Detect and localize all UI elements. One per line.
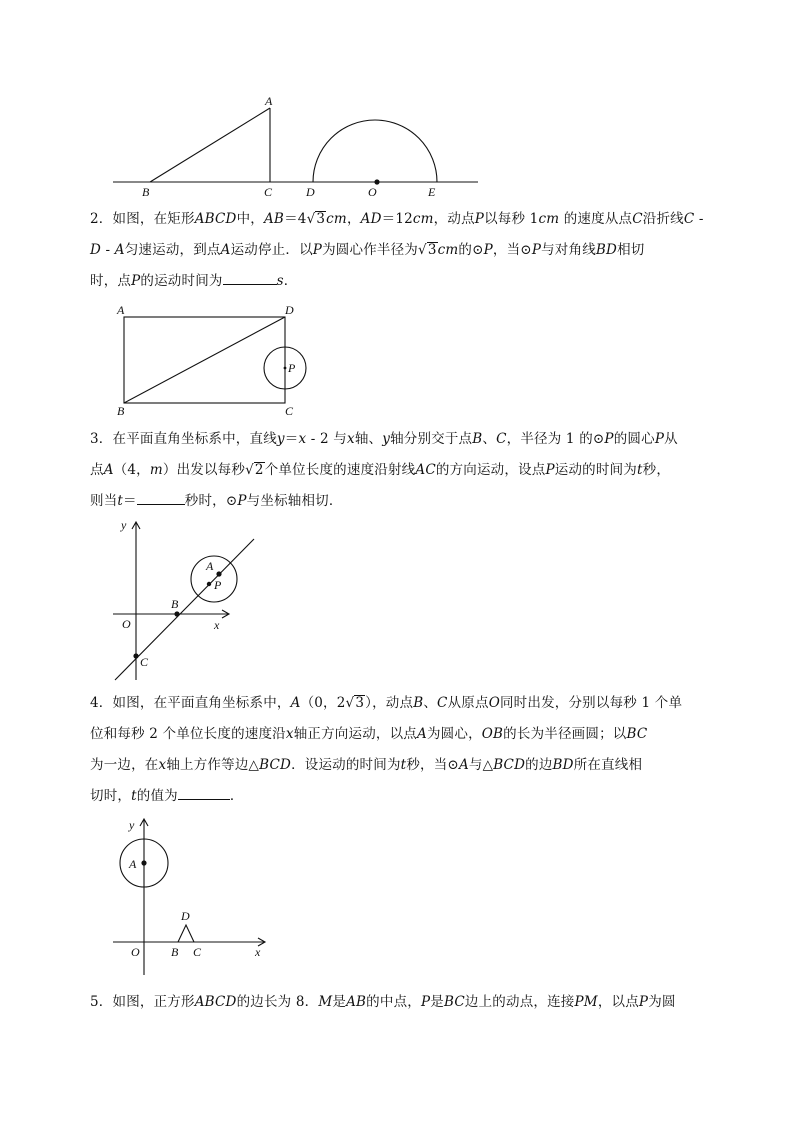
label-c: C	[285, 404, 294, 418]
q2-line-3: 时，点P的运动时间为 s．	[90, 266, 712, 297]
point-a	[216, 571, 221, 576]
label-x: x	[214, 618, 220, 632]
label-e: E	[428, 185, 436, 199]
answer-blank[interactable]	[178, 785, 230, 800]
question-5	[90, 987, 712, 1018]
center-dot-p	[284, 367, 287, 370]
diagonal-bd	[124, 317, 285, 403]
label-a: A	[117, 303, 125, 317]
center-dot-o	[374, 179, 379, 184]
point-p	[207, 582, 211, 586]
figure-2	[0, 300, 794, 420]
label-x: x	[255, 945, 261, 959]
sqrt-3: √3	[306, 211, 326, 227]
q4-line-1: 4．如图，在平面直角坐标系中，A（0，2√3），动点B、C从原点O同时出发，分别以每秒 1 个单	[90, 695, 683, 711]
label-c: C	[193, 945, 202, 959]
label-y: y	[121, 518, 127, 532]
question-2	[90, 204, 712, 297]
label-a: A	[206, 559, 214, 573]
label-c: C	[264, 185, 273, 199]
label-b: B	[117, 404, 125, 418]
answer-blank[interactable]	[137, 490, 185, 505]
figure-3	[0, 515, 794, 685]
figure-1	[0, 90, 794, 200]
segment-ba	[150, 108, 270, 182]
label-o: O	[131, 945, 140, 959]
label-o: O	[368, 185, 377, 199]
label-d: D	[181, 909, 190, 923]
label-p: P	[288, 361, 296, 375]
label-a: A	[265, 94, 273, 108]
q2-line-2: D - A匀速运动，到点A运动停止．以P为圆心作半径为√3cm的⊙P，当⊙P与对角线BD相切	[90, 242, 645, 258]
label-b: B	[171, 945, 179, 959]
answer-blank[interactable]	[223, 270, 277, 285]
label-d: D	[285, 303, 294, 317]
q3-line-3: 则当t＝ 秒时，⊙P与坐标轴相切．	[90, 486, 712, 517]
label-a: A	[129, 857, 137, 871]
q2-line-1: 2．如图，在矩形ABCD中，AB＝4√3cm，AD＝12cm，动点P以每秒 1cm 的速度从点C沿折线C -	[90, 211, 704, 227]
label-p: P	[214, 578, 222, 592]
q3-line-1: 3．在平面直角坐标系中，直线y＝x - 2 与x轴、y轴分别交于点B、C，半径为 1 的⊙P的圆心P从	[90, 431, 678, 447]
sqrt-2: √2	[245, 462, 264, 478]
point-b	[174, 611, 179, 616]
q4-line-4: 切时，t的值为 ．	[90, 781, 712, 812]
label-o: O	[122, 617, 131, 631]
question-3	[90, 424, 712, 517]
sqrt-3: √3	[345, 695, 365, 711]
figure-4	[0, 812, 794, 978]
q4-line-2: 位和每秒 2 个单位长度的速度沿x轴正方向运动，以点A为圆心，OB的长为半径画圆；以BC	[90, 726, 648, 742]
label-d: D	[306, 185, 315, 199]
sqrt-3: √3	[418, 242, 437, 258]
q5-line-1: 5．如图，正方形ABCD的边长为 8．M是AB的中点，P是BC边上的动点，连接PM，以点P为圆	[90, 994, 676, 1010]
label-c: C	[140, 655, 149, 669]
label-b: B	[142, 185, 150, 199]
semicircle	[313, 120, 437, 182]
point-a	[141, 860, 146, 865]
label-b: B	[171, 597, 179, 611]
triangle-bcd	[178, 925, 194, 942]
label-y: y	[129, 818, 135, 832]
q3-line-2: 点A（4，m）出发以每秒√2个单位长度的速度沿射线AC的方向运动，设点P运动的时间为t秒，	[90, 462, 671, 478]
question-4	[90, 688, 712, 812]
q4-line-3: 为一边，在x轴上方作等边△BCD．设运动的时间为t秒，当⊙A与△BCD的边BD所在直线相	[90, 757, 643, 773]
point-c	[133, 653, 138, 658]
